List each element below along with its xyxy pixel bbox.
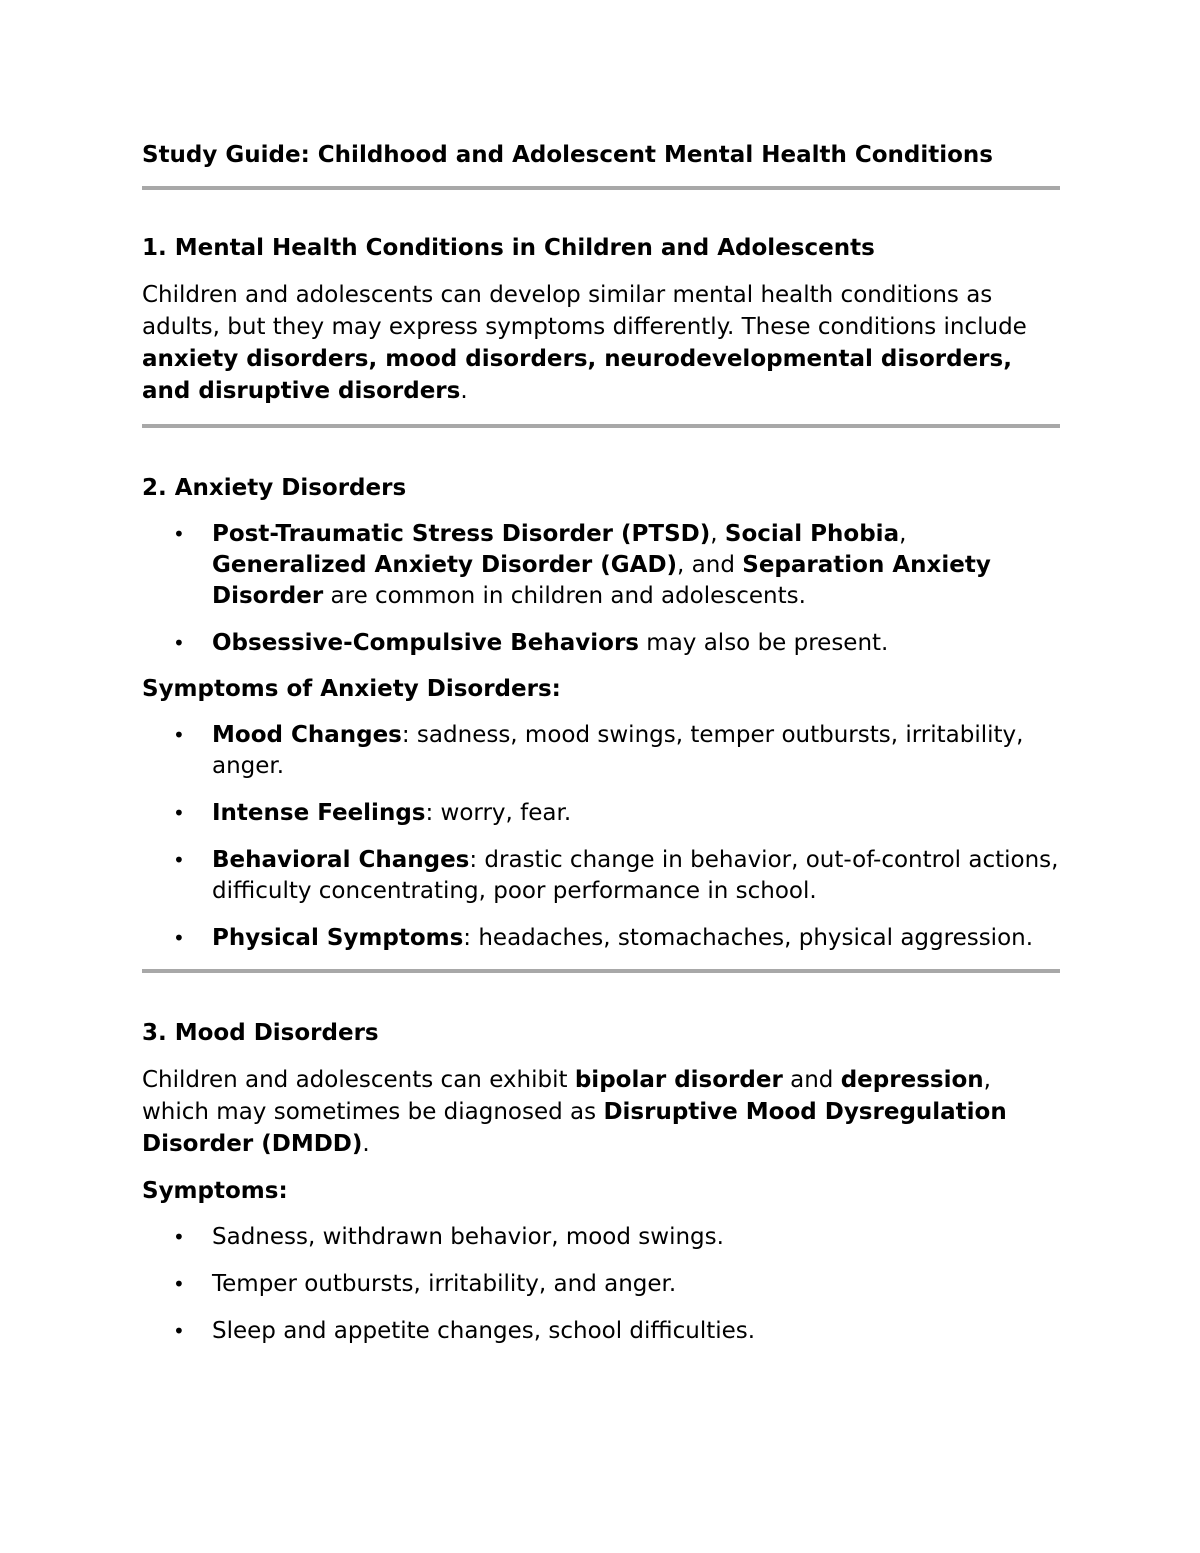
mood-symptoms-list xyxy=(142,1222,1060,1347)
list-text: are common in children and adolescents. xyxy=(323,583,806,609)
list-item xyxy=(142,923,1060,954)
list-item xyxy=(142,628,1060,659)
section-3-heading: 3. Mood Disorders xyxy=(142,1020,379,1046)
symptom-text: : sadness, mood swings, temper outbursts, irritability, anger. xyxy=(212,722,1024,779)
section-divider xyxy=(142,969,1060,973)
bold-term: Disruptive Mood Dysregulation Disorder (DMDD) xyxy=(142,1099,1007,1157)
list-item xyxy=(142,845,1060,907)
document-title: Study Guide: Childhood and Adolescent Mental Health Conditions xyxy=(142,142,993,168)
bullet-icon: • xyxy=(173,631,185,655)
bold-term: Separation Anxiety Disorder xyxy=(212,552,991,609)
list-item xyxy=(142,1269,1060,1300)
list-item xyxy=(142,1316,1060,1347)
bold-term: Social Phobia xyxy=(724,521,900,547)
symptom-label: Mood Changes xyxy=(212,722,402,748)
section-1-heading: 1. Mental Health Conditions in Children and Adolescents xyxy=(142,235,875,261)
symptom-text: Sadness, withdrawn behavior, mood swings. xyxy=(212,1224,724,1250)
bold-term: Post-Traumatic Stress Disorder (PTSD) xyxy=(212,521,711,547)
list-item xyxy=(142,519,1060,612)
mood-symptoms-heading: Symptoms: xyxy=(142,1178,288,1204)
bold-term: depression xyxy=(840,1067,984,1093)
symptom-label: Behavioral Changes xyxy=(212,847,470,873)
list-item xyxy=(142,798,1060,829)
symptom-text: : drastic change in behavior, out-of-control actions, difficulty concentrating, poor performance in school. xyxy=(212,847,1059,904)
section-1-text-a: Children and adolescents can develop similar mental health conditions as adults, but they may express symptoms differently. These conditions include xyxy=(142,282,1027,340)
bullet-icon: • xyxy=(173,926,185,950)
section-1-text-b: . xyxy=(460,378,468,404)
bold-term: bipolar disorder xyxy=(574,1067,783,1093)
section-divider xyxy=(142,186,1060,190)
list-text: , xyxy=(899,521,907,547)
bullet-icon: • xyxy=(173,522,185,546)
symptom-text: Sleep and appetite changes, school difficulties. xyxy=(212,1318,756,1344)
paragraph-text: , which may sometimes be diagnosed as xyxy=(142,1067,991,1125)
list-item xyxy=(142,1222,1060,1253)
paragraph-text: and xyxy=(782,1067,841,1093)
list-text: , xyxy=(710,521,725,547)
bold-term: Generalized Anxiety Disorder (GAD) xyxy=(212,552,678,578)
symptom-text: : worry, fear. xyxy=(425,800,572,826)
paragraph-text: . xyxy=(362,1131,370,1157)
anxiety-symptoms-list xyxy=(142,720,1060,954)
section-1-bold-a: anxiety disorders, mood disorders, neurodevelopmental disorders, and disruptive disorders xyxy=(142,346,1012,404)
list-item xyxy=(142,720,1060,782)
list-text: may also be present. xyxy=(638,630,889,656)
document-page xyxy=(142,138,1060,1347)
section-divider xyxy=(142,424,1060,428)
bullet-icon: • xyxy=(173,1225,185,1249)
anxiety-symptoms-heading: Symptoms of Anxiety Disorders: xyxy=(142,676,561,702)
symptom-text: Temper outbursts, irritability, and anger. xyxy=(212,1271,677,1297)
list-text: , and xyxy=(677,552,743,578)
section-3-paragraph xyxy=(142,1064,1060,1160)
bullet-icon: • xyxy=(173,723,185,747)
bullet-icon: • xyxy=(173,1272,185,1296)
section-1-paragraph xyxy=(142,279,1060,407)
symptom-label: Intense Feelings xyxy=(212,800,426,826)
section-2-heading: 2. Anxiety Disorders xyxy=(142,475,407,501)
bullet-icon: • xyxy=(173,801,185,825)
bullet-icon: • xyxy=(173,848,185,872)
symptom-text: : headaches, stomachaches, physical aggression. xyxy=(463,925,1034,951)
paragraph-text: Children and adolescents can exhibit xyxy=(142,1067,575,1093)
bold-term: Obsessive-Compulsive Behaviors xyxy=(212,630,639,656)
anxiety-disorders-list xyxy=(142,519,1060,659)
bullet-icon: • xyxy=(173,1319,185,1343)
symptom-label: Physical Symptoms xyxy=(212,925,464,951)
